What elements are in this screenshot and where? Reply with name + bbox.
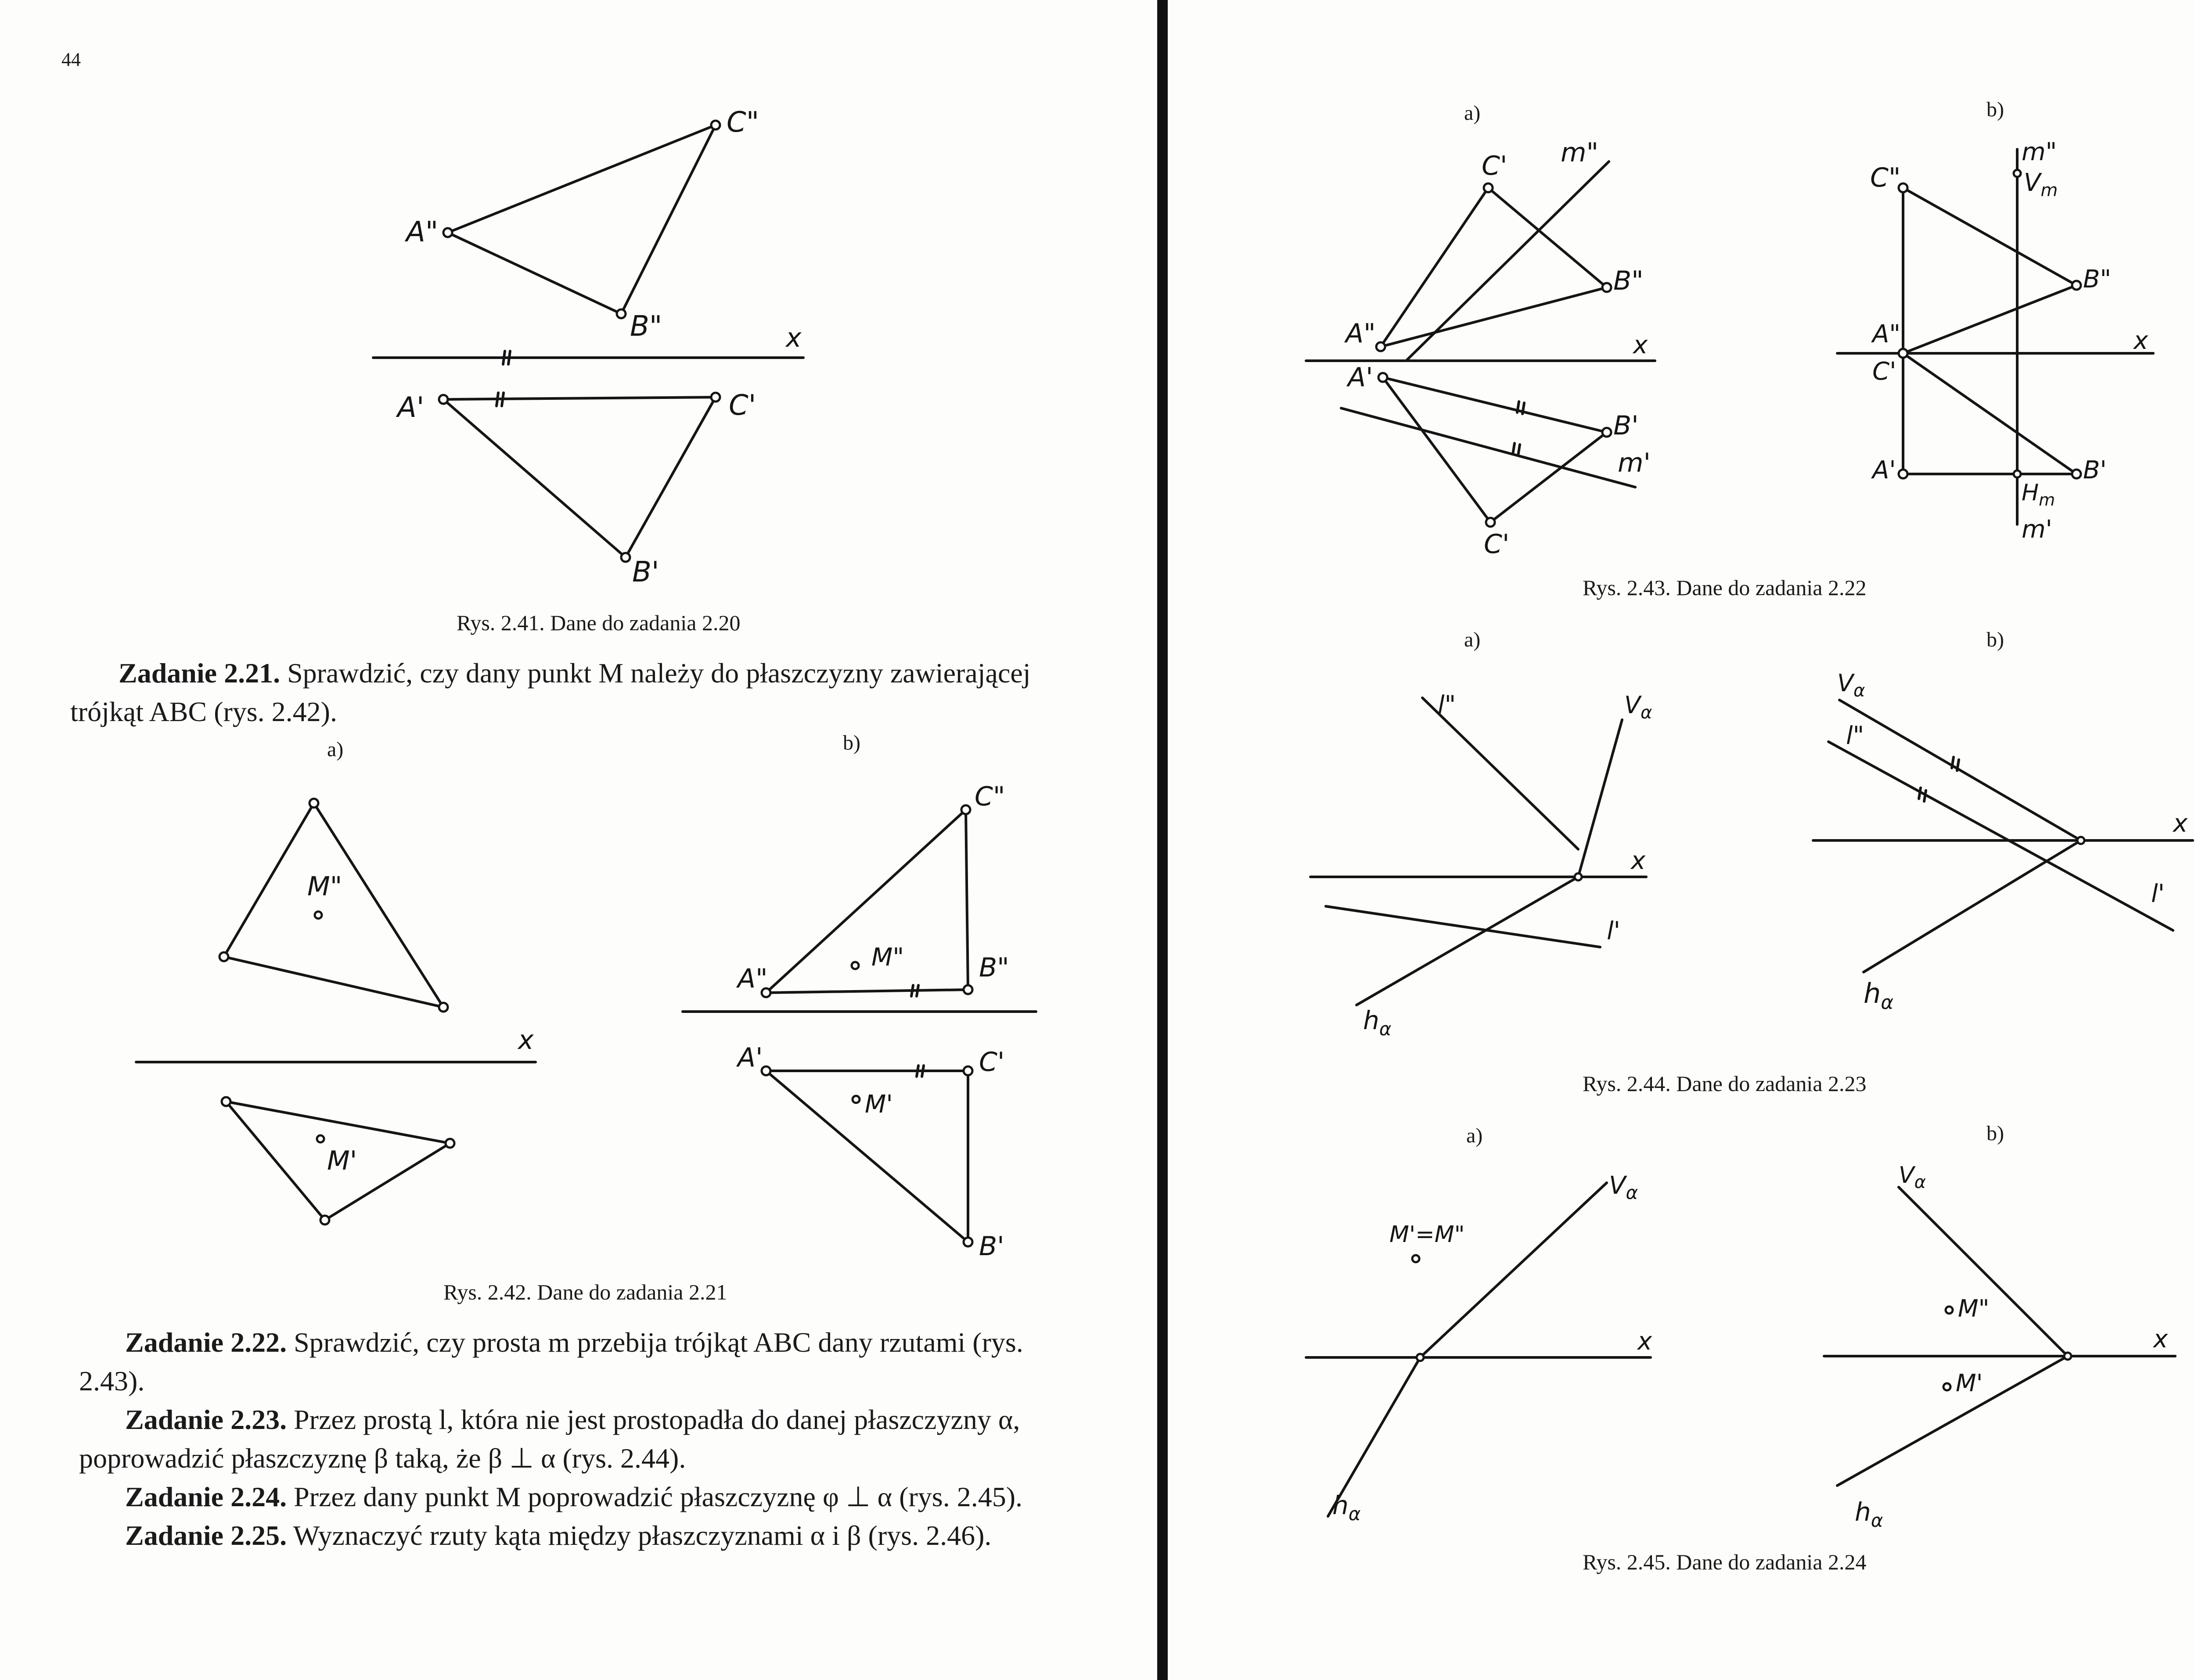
label-m2-45b: M" [1958,1295,1990,1322]
label-va-45a: $V_\alpha$ [1609,1171,1638,1203]
right-page [1168,0,2195,1680]
label-a1-43a: A' [1348,362,1373,393]
label-l2-44b: l" [1846,722,1864,750]
label-b1: B' [632,556,659,589]
point [964,1066,972,1075]
sublabel-2-44-b: b) [1986,628,2004,651]
task-2-23-text-1: Przez prostą l, która nie jest prostopadła do danej płaszczyzny α, [294,1404,1020,1435]
task-2-21-text-1: Sprawdzić, czy dany punkt M należy do płaszczyzny zawierającej [287,657,1031,689]
task-2-22-text-1: Sprawdzić, czy prosta m przebija trójkąt ABC dany rzutami (rys. [294,1327,1023,1358]
sublabel-2-44-a: a) [1464,628,1481,651]
point [446,1139,454,1148]
point-m1-45b [1943,1383,1950,1390]
tick-mark [922,1066,924,1077]
sublabel-2-43-b: b) [1986,98,2004,121]
label-vm-43b: $V_m$ [2024,169,2058,201]
tick-mark [917,985,918,996]
label-x-43a: x [1633,331,1648,359]
caption-2-43: Rys. 2.43. Dane do zadania 2.22 [1583,575,1867,600]
point [961,805,970,814]
task-2-25 [79,1516,1124,1555]
point-m2-b [852,962,859,969]
label-va-44b: $V_\alpha$ [1837,669,1865,701]
point [964,985,972,994]
page-number-left: 44 [61,49,81,70]
task-2-24-title: Zadanie 2.24. [125,1481,287,1512]
label-b1-b: B' [979,1231,1004,1262]
point-m1-b [853,1096,860,1103]
label-a1: A' [397,391,425,424]
label-b1-43a: B' [1613,410,1639,441]
label-va-44a: $V_\alpha$ [1624,691,1652,723]
figure-2-45 [1168,0,2195,1680]
caption-2-42: Rys. 2.42. Dane do zadania 2.21 [443,1280,727,1304]
task-2-24-text: Przez dany punkt M poprowadzić płaszczyznę φ ⊥ α (rys. 2.45). [294,1481,1022,1512]
label-a2-43b: A" [1872,320,1901,348]
trace-v-alpha-45a [1420,1183,1607,1357]
label-m-45a: M'=M" [1389,1221,1465,1248]
task-2-25-text: Wyznaczyć rzuty kąta między płaszczyznami α i β (rys. 2.46). [293,1520,992,1551]
point [964,1238,972,1246]
label-m1-b: M' [865,1090,893,1119]
label-m2-a: M" [307,871,342,902]
label-c-43a: C' [1482,151,1508,181]
task-2-23-title: Zadanie 2.23. [125,1404,287,1435]
point-x-alpha-45a [1417,1354,1424,1361]
task-2-23-cont [79,1439,1124,1478]
point [320,1216,329,1224]
label-a2-43a: A" [1346,318,1376,349]
task-2-21-title: Zadanie 2.21. [119,657,281,689]
label-m1-43b: m' [2022,515,2052,544]
task-2-22-text-2: 2.43). [79,1365,145,1396]
label-a1-b: A' [738,1042,763,1073]
label-x-45b: x [2153,1325,2168,1353]
label-a2: A" [406,216,439,248]
label-x-44b: x [2173,809,2188,838]
task-2-25-title: Zadanie 2.25. [125,1520,287,1551]
label-c2: C" [727,106,759,139]
task-2-23-text-2: poprowadzić płaszczyznę β taką, że β ⊥ α (rys. 2.44). [79,1443,686,1474]
point-m-45a [1412,1255,1419,1262]
point-m2-45b [1946,1307,1953,1314]
caption-2-44: Rys. 2.44. Dane do zadania 2.23 [1583,1071,1867,1096]
label-hm-43b: $H_m$ [2022,480,2055,510]
label-ha-44b: $h_\alpha$ [1864,977,1894,1014]
label-x-a: x [518,1025,534,1055]
label-c1-b: C' [979,1047,1005,1077]
point [439,1003,448,1012]
point [309,799,318,808]
task-2-22-cont [79,1362,1124,1400]
label-b2-43b: B" [2083,265,2112,294]
label-m2-b: M" [871,943,904,972]
label-b2: B" [630,310,662,343]
label-x-45a: x [1637,1327,1652,1356]
label-a2-b: A" [738,963,768,994]
label-m2-43a: m" [1561,137,1599,168]
task-2-22-title: Zadanie 2.22. [125,1327,287,1358]
triangle-a-vertical [224,803,443,1007]
label-c2-43b: C" [1870,162,1901,193]
label-m1-45b: M' [1956,1369,1983,1397]
sublabel-2-43-a: a) [1464,101,1481,125]
label-c2-b: C" [975,781,1005,812]
label-x-43b: x [2134,327,2148,355]
label-x-44a: x [1631,847,1646,875]
point [220,952,228,961]
tick-mark [911,985,913,996]
task-2-21-text-2: trójkąt ABC (rys. 2.42). [70,696,337,727]
sublabel-b: b) [843,731,860,754]
trace-v-alpha-45b [1899,1187,2068,1356]
task-2-22 [79,1323,1124,1362]
triangle-b-vertical [766,810,968,993]
label-c1-43a: C' [1484,529,1510,560]
label-x: x [786,323,802,353]
point [222,1097,230,1106]
label-c1: C' [729,389,756,422]
label-b1-43b: B' [2083,456,2107,485]
label-ha-45b: $h_\alpha$ [1855,1497,1883,1531]
label-va-45b: $V_\alpha$ [1899,1162,1926,1192]
label-m2-43b: m" [2022,138,2057,166]
point-x-alpha-45b [2064,1353,2071,1360]
tick-mark [917,1066,918,1077]
label-m1-43a: m' [1618,448,1651,478]
label-l1-44b: l' [2151,879,2165,908]
label-l2-44a: l" [1438,691,1456,719]
caption-2-41: Rys. 2.41. Dane do zadania 2.20 [457,610,741,635]
trace-h-alpha-45b [1837,1356,2068,1486]
sublabel-a: a) [327,738,344,761]
point [762,1066,770,1075]
label-a1-43b: A' [1872,456,1896,485]
label-m1-a: M' [327,1145,357,1176]
sublabel-2-45-b: b) [1986,1122,2004,1145]
caption-2-45: Rys. 2.45. Dane do zadania 2.24 [1583,1550,1867,1574]
label-ha-45a: $h_\alpha$ [1332,1490,1361,1525]
sublabel-2-45-a: a) [1466,1124,1483,1147]
label-c1-43b: C' [1872,357,1896,386]
label-l1-44a: l' [1607,917,1620,945]
task-2-24 [79,1478,1124,1516]
label-b2-43a: B" [1613,266,1644,296]
task-2-23 [79,1400,1124,1439]
label-ha-44a: $h_\alpha$ [1363,1005,1392,1040]
point-m2 [315,912,322,919]
label-b2-b: B" [979,952,1009,983]
point-m1 [317,1135,324,1142]
